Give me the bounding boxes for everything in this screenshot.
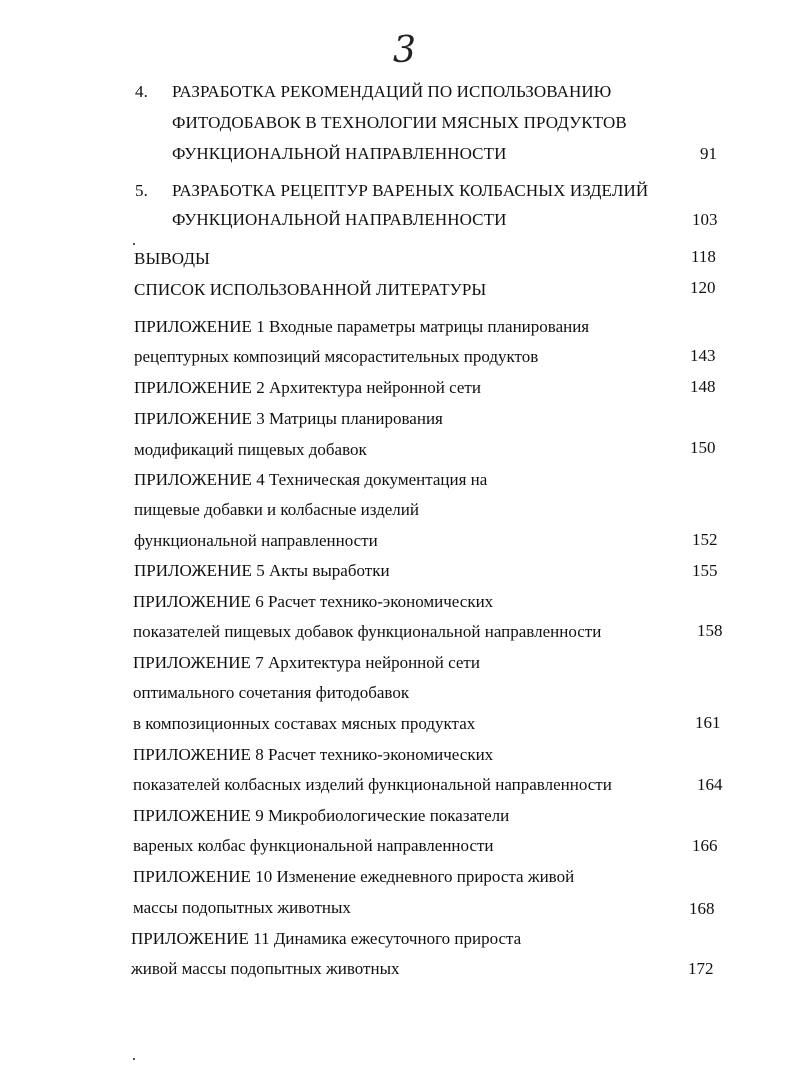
appendix-title-line: рецептурных композиций мясорастительных продуктов: [134, 347, 539, 366]
appendix-page-number: 150: [690, 438, 716, 457]
appendix-page-number: 168: [689, 899, 715, 918]
chapter-title-line: ФИТОДОБАВОК В ТЕХНОЛОГИИ МЯСНЫХ ПРОДУКТОВ: [172, 113, 627, 132]
page-number: 3: [393, 30, 416, 71]
appendix-title-line: ПРИЛОЖЕНИЕ 4 Техническая документация на: [134, 470, 488, 489]
chapter-page-number: 103: [692, 210, 718, 229]
section-page-number: 118: [691, 247, 716, 266]
appendix-title-line: ПРИЛОЖЕНИЕ 5 Акты выработки: [134, 561, 390, 580]
chapter-title-line: РАЗРАБОТКА РЕКОМЕНДАЦИЙ ПО ИСПОЛЬЗОВАНИЮ: [172, 82, 612, 101]
appendix-page-number: 158: [697, 621, 723, 640]
scan-speck: [133, 1058, 135, 1060]
appendix-title-line: вареных колбас функциональной направленности: [133, 836, 494, 855]
appendix-title-line: ПРИЛОЖЕНИЕ 6 Расчет технико-экономических: [133, 592, 494, 611]
appendix-title-line: ПРИЛОЖЕНИЕ 3 Матрицы планирования: [134, 409, 443, 428]
appendix-title-line: пищевые добавки и колбасные изделий: [134, 500, 419, 519]
appendix-page-number: 166: [692, 836, 718, 855]
chapter-number: 5.: [135, 181, 148, 200]
chapter-number: 4.: [135, 82, 148, 101]
appendix-title-line: в композиционных составах мясных продуктах: [133, 714, 476, 733]
appendix-page-number: 155: [692, 561, 718, 580]
section-title: СПИСОК ИСПОЛЬЗОВАННОЙ ЛИТЕРАТУРЫ: [134, 280, 487, 299]
appendix-title-line: ПРИЛОЖЕНИЕ 1 Входные параметры матрицы планирования: [134, 317, 590, 336]
scan-speck: [133, 243, 135, 245]
appendix-title-line: функциональной направленности: [134, 531, 378, 550]
appendix-page-number: 148: [690, 377, 716, 396]
appendix-title-line: ПРИЛОЖЕНИЕ 10 Изменение ежедневного прироста живой: [133, 867, 575, 886]
appendix-title-line: ПРИЛОЖЕНИЕ 11 Динамика ежесуточного прироста: [131, 929, 522, 948]
chapter-title-line: ФУНКЦИОНАЛЬНОЙ НАПРАВЛЕННОСТИ: [172, 144, 507, 163]
chapter-title-line: РАЗРАБОТКА РЕЦЕПТУР ВАРЕНЫХ КОЛБАСНЫХ ИЗДЕЛИЙ: [172, 181, 649, 200]
appendix-title-line: массы подопытных животных: [133, 898, 351, 917]
appendix-page-number: 152: [692, 530, 718, 549]
appendix-title-line: оптимального сочетания фитодобавок: [133, 683, 410, 702]
chapter-title-line: ФУНКЦИОНАЛЬНОЙ НАПРАВЛЕННОСТИ: [172, 210, 507, 229]
section-title: ВЫВОДЫ: [134, 249, 210, 268]
appendix-title-line: показателей пищевых добавок функциональной направленности: [133, 622, 602, 641]
appendix-title-line: модификаций пищевых добавок: [134, 440, 367, 459]
appendix-title-line: живой массы подопытных животных: [131, 959, 400, 978]
appendix-page-number: 172: [688, 959, 714, 978]
appendix-title-line: ПРИЛОЖЕНИЕ 8 Расчет технико-экономических: [133, 745, 494, 764]
appendix-page-number: 161: [695, 713, 721, 732]
appendix-title-line: ПРИЛОЖЕНИЕ 2 Архитектура нейронной сети: [134, 378, 481, 397]
section-page-number: 120: [690, 278, 716, 297]
appendix-title-line: показателей колбасных изделий функциональной направленности: [133, 775, 612, 794]
appendix-title-line: ПРИЛОЖЕНИЕ 9 Микробиологические показатели: [133, 806, 510, 825]
appendix-page-number: 143: [690, 346, 716, 365]
appendix-title-line: ПРИЛОЖЕНИЕ 7 Архитектура нейронной сети: [133, 653, 480, 672]
appendix-page-number: 164: [697, 775, 723, 794]
chapter-page-number: 91: [700, 144, 717, 163]
